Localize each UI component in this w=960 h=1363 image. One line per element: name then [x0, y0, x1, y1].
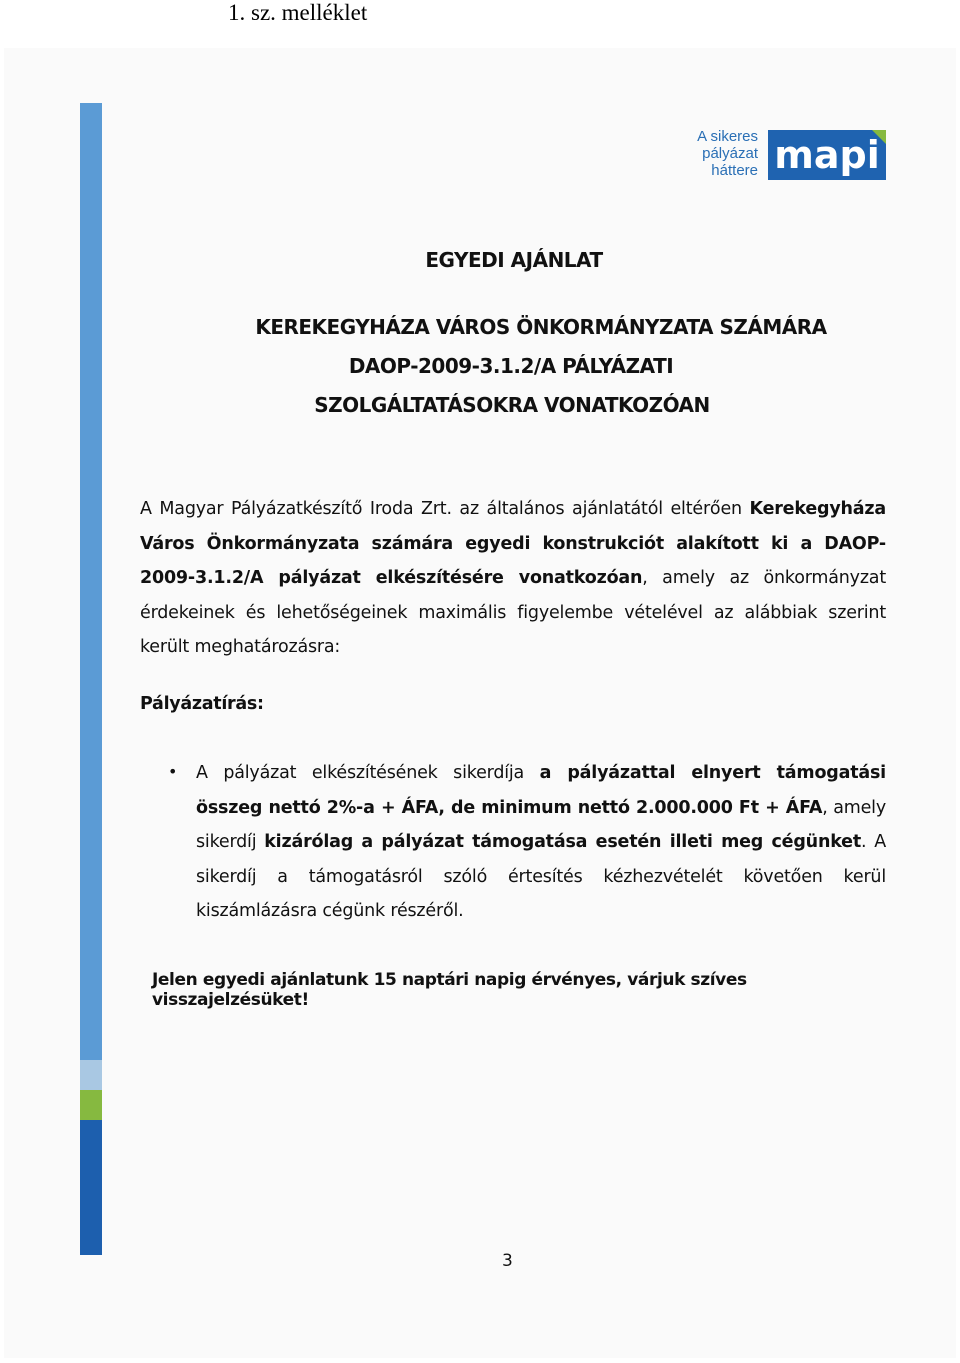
logo-tagline-line: pályázat	[702, 145, 758, 162]
document-title: EGYEDI AJÁNLAT	[425, 248, 603, 272]
logo-tagline	[640, 128, 758, 179]
decorative-stripe-dark-blue	[80, 1120, 102, 1255]
bullet-icon: •	[168, 762, 178, 781]
logo-tagline-line: A sikeres	[697, 128, 758, 145]
decorative-stripe-green	[80, 1090, 102, 1120]
intro-text: A Magyar Pályázatkészítő Iroda Zrt. az általános ajánlatától eltérően	[140, 499, 750, 519]
decorative-stripe-light	[80, 1060, 102, 1090]
bullet-text: , amely sikerdíj	[196, 797, 886, 852]
intro-paragraph	[140, 492, 886, 665]
bullet-text: . A sikerdíj a támogatásról szóló értesítés kézhezvételét követően kerül kiszámlázásra cégünk részéről.	[196, 832, 886, 921]
logo-accent-icon	[872, 130, 886, 144]
bullet-paragraph	[196, 756, 886, 929]
document-subtitle-line: SZOLGÁLTATÁSOKRA VONATKOZÓAN	[314, 393, 710, 417]
logo-tagline-line: háttere	[711, 162, 758, 179]
bullet-emphasis: a pályázattal elnyert támogatási összeg nettó 2%-a + ÁFA, de minimum nettó 2.000.000 Ft + ÁFA	[196, 763, 886, 818]
bullet-text: A pályázat elkészítésének sikerdíja	[196, 763, 540, 783]
intro-emphasis: Kerekegyháza Város Önkormányzata számára egyedi konstrukciót alakított ki a DAOP-2009-3.1.2/A pályázat elkészítésére vonatkozóan	[140, 499, 886, 588]
intro-text: , amely az önkormányzat érdekeinek és lehetőségeinek maximális figyelembe vételével az alábbiak szerint került meghatározásra:	[140, 568, 886, 657]
document-subtitle-line: DAOP-2009-3.1.2/A PÁLYÁZATI	[348, 354, 674, 378]
page-number: 3	[502, 1251, 513, 1271]
section-title: Pályázatírás:	[140, 694, 264, 714]
mapi-logo: mapi	[768, 130, 886, 180]
bullet-emphasis: kizárólag a pályázat támogatása esetén illeti meg cégünket	[264, 832, 861, 852]
document-subtitle-line: KEREKEGYHÁZA VÁROS ÖNKORMÁNYZATA SZÁMÁRA	[255, 315, 827, 339]
closing-statement: Jelen egyedi ajánlatunk 15 naptári napig érvényes, várjuk szíves visszajelzésüket!	[152, 970, 747, 1010]
annex-label: 1. sz. melléklet	[228, 0, 368, 25]
